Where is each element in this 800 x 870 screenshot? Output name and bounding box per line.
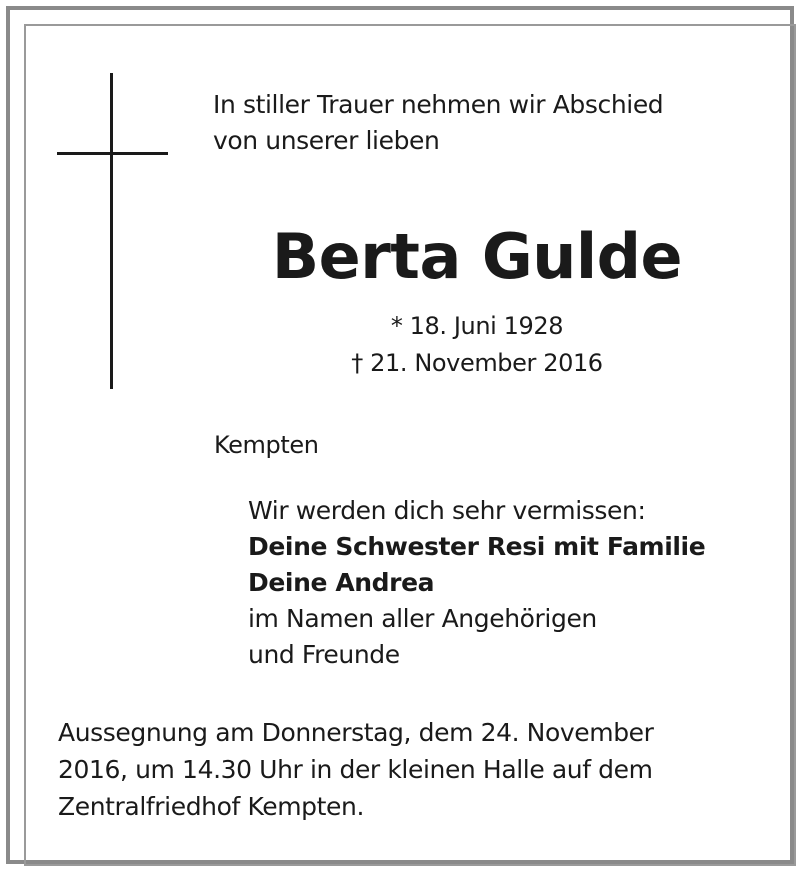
mourner-andrea: Deine Andrea [248,568,435,597]
mourner-sister: Deine Schwester Resi mit Familie [248,532,706,561]
life-dates [0,308,800,382]
funeral-notice [58,714,654,825]
mourners-message: Wir werden dich sehr vermissen: [248,496,646,525]
death-date: † 21. November 2016 [351,349,603,377]
intro-text [213,87,663,159]
funeral-line-1: Aussegnung am Donnerstag, dem 24. November [58,718,654,747]
deceased-name: Berta Gulde [271,220,683,293]
intro-line-1: In stiller Trauer nehmen wir Abschied [213,90,664,119]
mourners-block [248,493,705,673]
mourners-friends: und Freunde [248,640,400,669]
cross-icon-bar [57,152,168,155]
mourners-relatives: im Namen aller Angehörigen [248,604,597,633]
funeral-line-3: Zentralfriedhof Kempten. [58,792,364,821]
place-of-residence: Kempten [214,431,319,459]
funeral-line-2: 2016, um 14.30 Uhr in der kleinen Halle auf dem [58,755,653,784]
birth-date: * 18. Juni 1928 [390,312,564,340]
intro-line-2: von unserer lieben [213,126,440,155]
